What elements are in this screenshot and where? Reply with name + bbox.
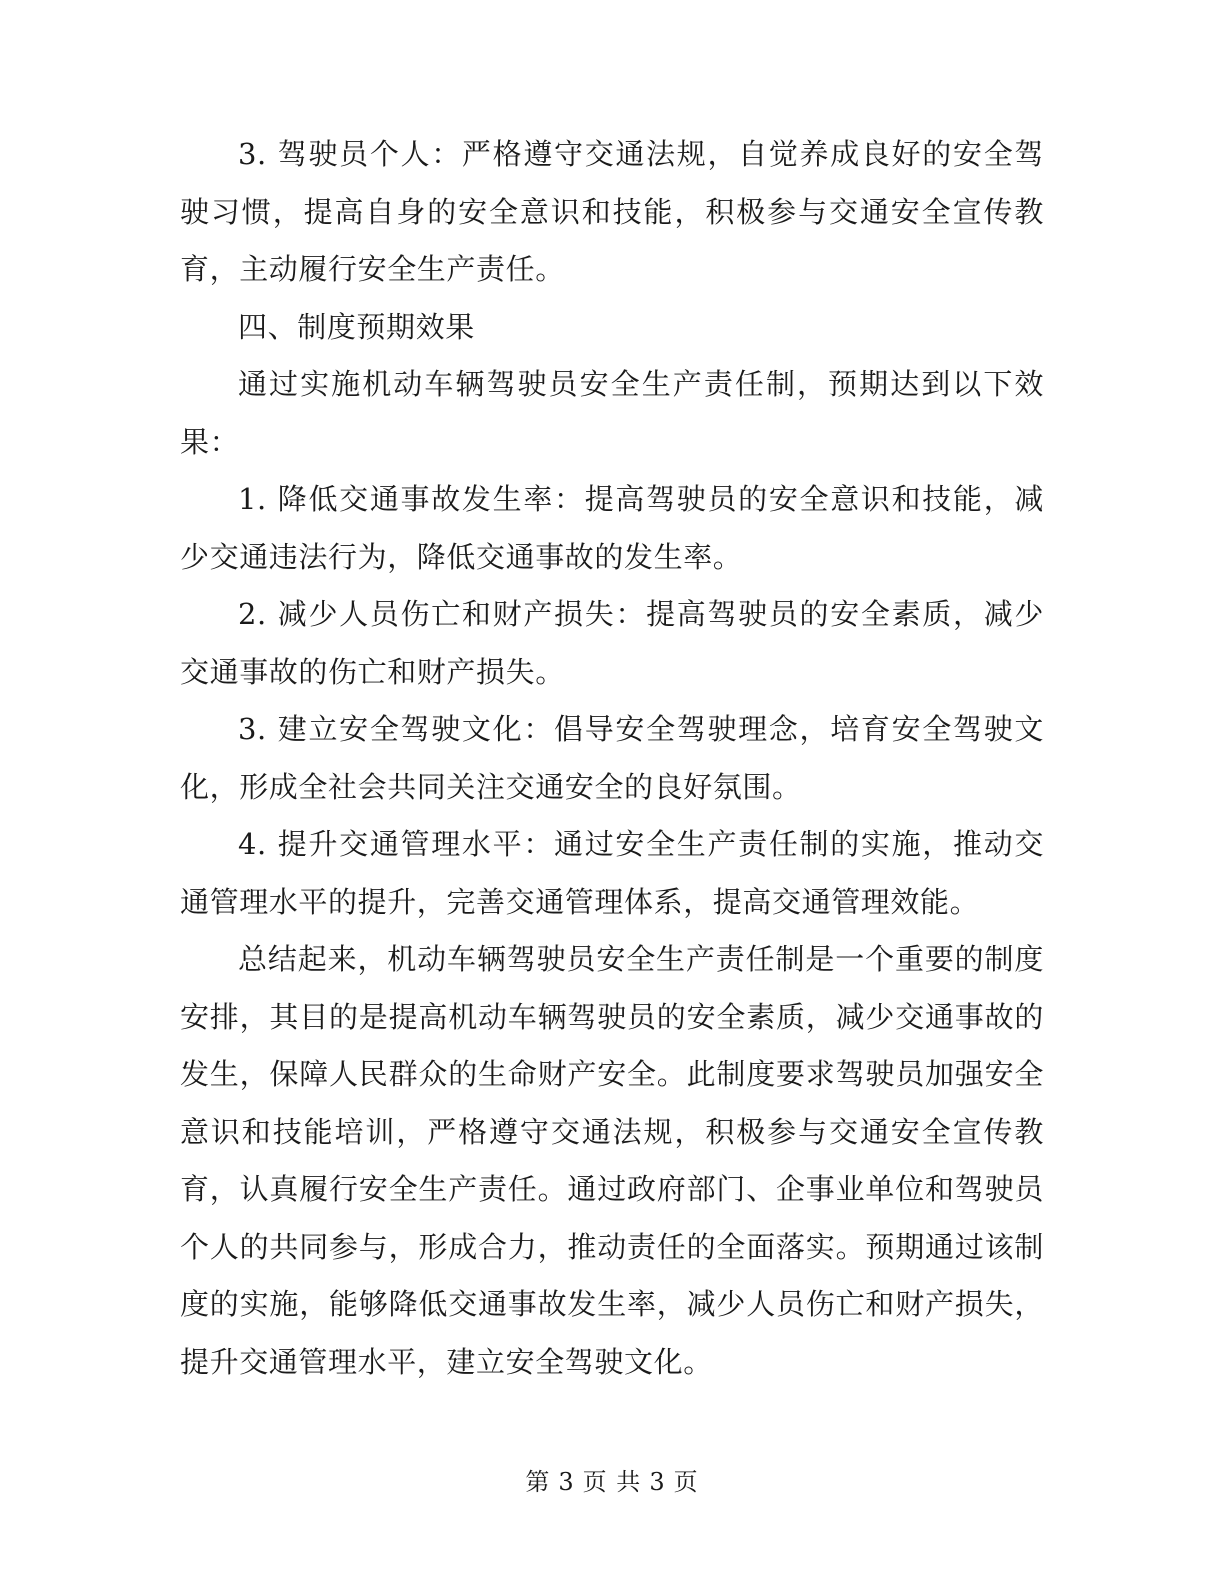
footer-suffix: 页 [673,1468,699,1496]
page-footer [0,1462,1224,1497]
footer-mid: 页 共 [582,1468,642,1496]
section-heading-expected-effects: 四、制度预期效果 [238,309,475,344]
paragraph-effect-2: 2. 减少人员伤亡和财产损失：提高驾驶员的安全素质，减少交通事故的伤亡和财产损失。 [180,597,1044,689]
paragraph-driver-responsibility: 3. 驾驶员个人：严格遵守交通法规，自觉养成良好的安全驾驶习惯，提高自身的安全意识和技能，积极参与交通安全宣传教育，主动履行安全生产责任。 [180,137,1044,286]
paragraph-summary: 总结起来，机动车辆驾驶员安全生产责任制是一个重要的制度安排，其目的是提高机动车辆驾驶员的安全素质，减少交通事故的发生，保障人民群众的生命财产安全。此制度要求驾驶员加强安全意识和技能培训，严格遵守交通法规，积极参与交通安全宣传教育，认真履行安全生产责任。通过政府部门、企事业单位和驾驶员个人的共同参与，形成合力，推动责任的全面落实。预期通过该制度的实施，能够降低交通事故发生率，减少人员伤亡和财产损失，提升交通管理水平，建立安全驾驶文化。 [180,942,1044,1379]
footer-current-page: 3 [558,1468,575,1496]
footer-prefix: 第 [525,1468,551,1496]
footer-total-pages: 3 [649,1468,666,1496]
paragraph-effect-4: 4. 提升交通管理水平：通过安全生产责任制的实施，推动交通管理水平的提升，完善交通管理体系，提高交通管理效能。 [180,827,1044,919]
paragraph-effect-1: 1. 降低交通事故发生率：提高驾驶员的安全意识和技能，减少交通违法行为，降低交通事故的发生率。 [180,482,1044,574]
paragraph-effect-3: 3. 建立安全驾驶文化：倡导安全驾驶理念，培育安全驾驶文化，形成全社会共同关注交通安全的良好氛围。 [180,712,1044,804]
paragraph-effects-intro: 通过实施机动车辆驾驶员安全生产责任制，预期达到以下效果： [180,367,1044,459]
document-body [180,126,1044,1391]
